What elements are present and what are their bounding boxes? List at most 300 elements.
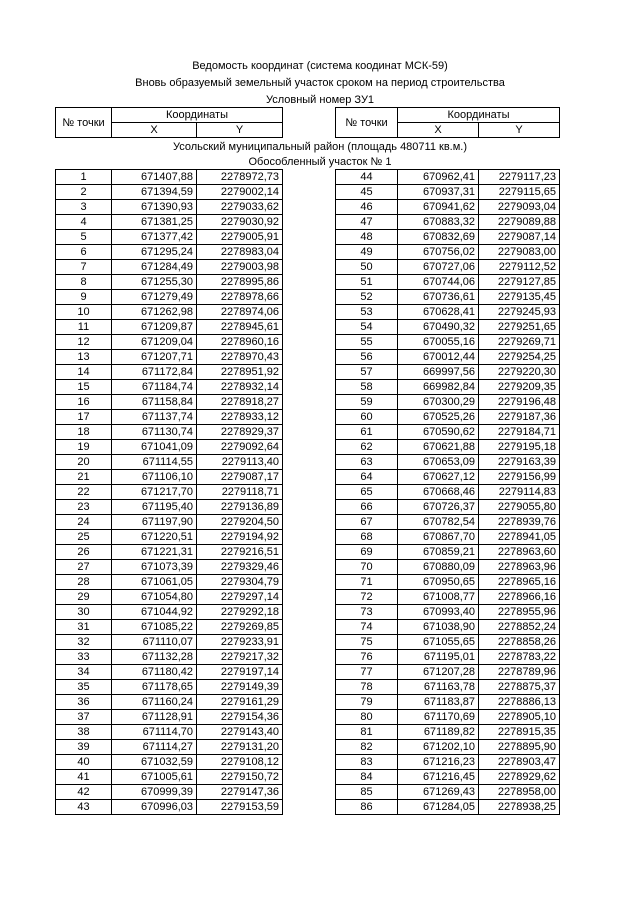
x-value: 671209,87 [112,320,197,335]
table-row [336,605,560,620]
x-value: 671207,28 [398,665,479,680]
y-value: 2279003,98 [197,260,283,275]
y-value: 2279184,71 [479,425,560,440]
table-row [56,590,283,605]
y-value: 2279030,92 [197,215,283,230]
point-number: 73 [336,605,398,620]
header-left [55,107,283,138]
x-value: 670627,12 [398,470,479,485]
title-line-3: Условный номер ЗУ1 [265,94,375,106]
point-number: 72 [336,590,398,605]
x-value: 671217,70 [112,485,197,500]
y-value: 2279195,18 [479,440,560,455]
x-value: 671262,98 [112,305,197,320]
y-value: 2279153,59 [197,800,283,815]
table-row [56,320,283,335]
point-number: 53 [336,305,398,320]
table-row [56,350,283,365]
x-value: 670782,54 [398,515,479,530]
point-number: 49 [336,245,398,260]
y-value: 2278783,22 [479,650,560,665]
point-number: 63 [336,455,398,470]
table-row [336,260,560,275]
y-value: 2278858,26 [479,635,560,650]
y-value: 2279149,39 [197,680,283,695]
y-value: 2278915,35 [479,725,560,740]
x-value: 671061,05 [112,575,197,590]
point-number: 23 [56,500,112,515]
table-row [336,560,560,575]
point-number: 27 [56,560,112,575]
point-number: 17 [56,410,112,425]
y-value: 2278945,61 [197,320,283,335]
point-number: 35 [56,680,112,695]
table-row [56,605,283,620]
table-row [336,635,560,650]
point-number: 74 [336,620,398,635]
point-number: 14 [56,365,112,380]
table-row [336,335,560,350]
table-row [336,290,560,305]
x-value: 670300,29 [398,395,479,410]
x-value: 671394,59 [112,185,197,200]
table-row [336,350,560,365]
header-y: Y [197,123,283,138]
table-row [336,395,560,410]
x-value: 671158,84 [112,395,197,410]
y-value: 2278929,62 [479,770,560,785]
y-value: 2279147,36 [197,785,283,800]
y-value: 2279033,62 [197,200,283,215]
table-row [336,680,560,695]
point-number: 38 [56,725,112,740]
y-value: 2278852,24 [479,620,560,635]
point-number: 75 [336,635,398,650]
x-value: 670628,41 [398,305,479,320]
table-row [56,680,283,695]
table-row [336,170,560,185]
x-value: 670490,32 [398,320,479,335]
point-number: 25 [56,530,112,545]
point-number: 37 [56,710,112,725]
x-value: 670668,46 [398,485,479,500]
y-value: 2278875,37 [479,680,560,695]
table-row [56,485,283,500]
y-value: 2278941,05 [479,530,560,545]
x-value: 670055,16 [398,335,479,350]
y-value: 2278932,14 [197,380,283,395]
point-number: 10 [56,305,112,320]
y-value: 2279297,14 [197,590,283,605]
table-row [56,290,283,305]
point-number: 28 [56,575,112,590]
table-row [336,710,560,725]
y-value: 2279217,32 [197,650,283,665]
x-value: 669997,56 [398,365,479,380]
y-value: 2279156,99 [479,470,560,485]
x-value: 670880,09 [398,560,479,575]
table-row [336,515,560,530]
y-value: 2278938,25 [479,800,560,815]
x-value: 671184,74 [112,380,197,395]
table-row [56,335,283,350]
y-value: 2279083,00 [479,245,560,260]
x-value: 670883,32 [398,215,479,230]
table-row [56,440,283,455]
x-value: 670727,06 [398,260,479,275]
table-row [56,200,283,215]
table-row [336,245,560,260]
header-point-no: № точки [56,108,112,138]
y-value: 2279245,93 [479,305,560,320]
point-number: 7 [56,260,112,275]
x-value: 670859,21 [398,545,479,560]
point-number: 67 [336,515,398,530]
point-number: 66 [336,500,398,515]
y-value: 2279269,85 [197,620,283,635]
point-number: 11 [56,320,112,335]
y-value: 2278903,47 [479,755,560,770]
y-value: 2278918,27 [197,395,283,410]
point-number: 50 [336,260,398,275]
x-value: 671114,27 [112,740,197,755]
x-value: 670993,40 [398,605,479,620]
table-row [336,275,560,290]
x-value: 670744,06 [398,275,479,290]
point-number: 56 [336,350,398,365]
y-value: 2279118,71 [197,485,283,500]
point-number: 42 [56,785,112,800]
point-number: 51 [336,275,398,290]
y-value: 2279220,30 [479,365,560,380]
x-value: 671220,51 [112,530,197,545]
y-value: 2279055,80 [479,500,560,515]
y-value: 2279089,88 [479,215,560,230]
point-number: 47 [336,215,398,230]
table-row [336,485,560,500]
x-value: 670832,69 [398,230,479,245]
table-row [56,725,283,740]
x-value: 671041,09 [112,440,197,455]
header-point-no: № точки [336,108,398,138]
y-value: 2278963,60 [479,545,560,560]
table-row [336,365,560,380]
x-value: 671255,30 [112,275,197,290]
point-number: 31 [56,620,112,635]
x-value: 671044,92 [112,605,197,620]
x-value: 671054,80 [112,590,197,605]
point-number: 71 [336,575,398,590]
table-row [56,635,283,650]
y-value: 2278951,92 [197,365,283,380]
table-row [336,725,560,740]
coordinates-table-right [335,169,560,815]
x-value: 671106,10 [112,470,197,485]
x-value: 671216,23 [398,755,479,770]
x-value: 671170,69 [398,710,479,725]
point-number: 33 [56,650,112,665]
x-value: 671180,42 [112,665,197,680]
y-value: 2279087,14 [479,230,560,245]
x-value: 671128,91 [112,710,197,725]
y-value: 2279136,89 [197,500,283,515]
x-value: 671216,45 [398,770,479,785]
x-value: 671114,55 [112,455,197,470]
y-value: 2278974,06 [197,305,283,320]
table-row [336,800,560,815]
point-number: 85 [336,785,398,800]
y-value: 2279143,40 [197,725,283,740]
table-row [56,695,283,710]
x-value: 669982,84 [398,380,479,395]
table-row [336,740,560,755]
y-value: 2278929,37 [197,425,283,440]
x-value: 670999,39 [112,785,197,800]
section-label: Обособленный участок № 1 [248,156,392,168]
y-value: 2278972,73 [197,170,283,185]
point-number: 54 [336,320,398,335]
table-row [56,530,283,545]
y-value: 2279127,85 [479,275,560,290]
table-row [56,170,283,185]
y-value: 2279087,17 [197,470,283,485]
x-value: 670736,61 [398,290,479,305]
x-value: 670937,31 [398,185,479,200]
point-number: 77 [336,665,398,680]
point-number: 41 [56,770,112,785]
table-row [336,770,560,785]
table-row [336,230,560,245]
point-number: 24 [56,515,112,530]
x-value: 670941,62 [398,200,479,215]
y-value: 2279329,46 [197,560,283,575]
point-number: 8 [56,275,112,290]
table-row [336,650,560,665]
x-value: 671178,65 [112,680,197,695]
x-value: 671284,05 [398,800,479,815]
x-value: 671055,65 [398,635,479,650]
table-row [336,215,560,230]
table-row [56,275,283,290]
x-value: 671207,71 [112,350,197,365]
y-value: 2278995,86 [197,275,283,290]
point-number: 76 [336,650,398,665]
y-value: 2279002,14 [197,185,283,200]
table-row [336,575,560,590]
point-number: 13 [56,350,112,365]
y-value: 2278933,12 [197,410,283,425]
x-value: 671183,87 [398,695,479,710]
point-number: 43 [56,800,112,815]
point-number: 70 [336,560,398,575]
header-coords: Координаты [112,108,283,123]
point-number: 57 [336,365,398,380]
point-number: 32 [56,635,112,650]
point-number: 5 [56,230,112,245]
y-value: 2279304,79 [197,575,283,590]
table-row [56,455,283,470]
x-value: 670726,37 [398,500,479,515]
y-value: 2279092,64 [197,440,283,455]
table-row [56,380,283,395]
y-value: 2278966,16 [479,590,560,605]
point-number: 60 [336,410,398,425]
point-number: 1 [56,170,112,185]
y-value: 2278965,16 [479,575,560,590]
y-value: 2278955,96 [479,605,560,620]
x-value: 670590,62 [398,425,479,440]
y-value: 2279233,91 [197,635,283,650]
point-number: 9 [56,290,112,305]
x-value: 671008,77 [398,590,479,605]
coordinates-table-left [55,169,283,815]
table-row [56,425,283,440]
table-row [56,560,283,575]
x-value: 671114,70 [112,725,197,740]
header-x: X [112,123,197,138]
point-number: 45 [336,185,398,200]
y-value: 2278939,76 [479,515,560,530]
x-value: 671195,01 [398,650,479,665]
point-number: 86 [336,800,398,815]
table-row [56,620,283,635]
point-number: 83 [336,755,398,770]
table-row [336,545,560,560]
x-value: 671110,07 [112,635,197,650]
y-value: 2279093,04 [479,200,560,215]
title-line-1: Ведомость координат (система коодинат МСК-59) [192,60,448,72]
y-value: 2279005,91 [197,230,283,245]
x-value: 671381,25 [112,215,197,230]
point-number: 29 [56,590,112,605]
y-value: 2279269,71 [479,335,560,350]
table-row [56,710,283,725]
table-row [56,665,283,680]
table-row [336,470,560,485]
point-number: 46 [336,200,398,215]
y-value: 2279108,12 [197,755,283,770]
x-value: 671073,39 [112,560,197,575]
table-row [56,770,283,785]
x-value: 670756,02 [398,245,479,260]
point-number: 16 [56,395,112,410]
x-value: 671269,43 [398,785,479,800]
x-value: 671130,74 [112,425,197,440]
header-y: Y [479,123,560,138]
point-number: 2 [56,185,112,200]
y-value: 2278789,96 [479,665,560,680]
point-number: 78 [336,680,398,695]
x-value: 671377,42 [112,230,197,245]
table-row [56,755,283,770]
point-number: 62 [336,440,398,455]
point-number: 20 [56,455,112,470]
y-value: 2279251,65 [479,320,560,335]
table-row [336,380,560,395]
y-value: 2279154,36 [197,710,283,725]
x-value: 671221,31 [112,545,197,560]
point-number: 18 [56,425,112,440]
point-number: 21 [56,470,112,485]
y-value: 2278970,43 [197,350,283,365]
table-row [56,215,283,230]
header-right [335,107,560,138]
y-value: 2278905,10 [479,710,560,725]
y-value: 2278978,66 [197,290,283,305]
table-row [336,695,560,710]
table-row [336,785,560,800]
x-value: 671137,74 [112,410,197,425]
y-value: 2279163,39 [479,455,560,470]
table-row [56,245,283,260]
x-value: 671197,90 [112,515,197,530]
y-value: 2279114,83 [479,485,560,500]
y-value: 2279112,52 [479,260,560,275]
table-row [336,620,560,635]
y-value: 2279161,29 [197,695,283,710]
x-value: 670653,09 [398,455,479,470]
x-value: 671209,04 [112,335,197,350]
y-value: 2279113,40 [197,455,283,470]
table-row [56,305,283,320]
x-value: 671163,78 [398,680,479,695]
x-value: 671032,59 [112,755,197,770]
table-row [56,515,283,530]
point-number: 69 [336,545,398,560]
table-row [56,800,283,815]
point-number: 6 [56,245,112,260]
point-number: 65 [336,485,398,500]
point-number: 79 [336,695,398,710]
table-row [336,455,560,470]
x-value: 671160,24 [112,695,197,710]
x-value: 671279,49 [112,290,197,305]
point-number: 84 [336,770,398,785]
point-number: 61 [336,425,398,440]
y-value: 2279115,65 [479,185,560,200]
x-value: 671202,10 [398,740,479,755]
x-value: 670950,65 [398,575,479,590]
table-row [56,575,283,590]
point-number: 44 [336,170,398,185]
table-row [56,230,283,245]
table-row [336,185,560,200]
x-value: 671407,88 [112,170,197,185]
table-row [56,260,283,275]
x-value: 671189,82 [398,725,479,740]
y-value: 2279117,23 [479,170,560,185]
y-value: 2279194,92 [197,530,283,545]
y-value: 2279292,18 [197,605,283,620]
table-row [336,500,560,515]
y-value: 2279204,50 [197,515,283,530]
table-row [56,785,283,800]
table-row [56,650,283,665]
y-value: 2279216,51 [197,545,283,560]
y-value: 2279187,36 [479,410,560,425]
y-value: 2279254,25 [479,350,560,365]
y-value: 2279131,20 [197,740,283,755]
y-value: 2278895,90 [479,740,560,755]
point-number: 80 [336,710,398,725]
x-value: 671172,84 [112,365,197,380]
table-row [56,470,283,485]
x-value: 671195,40 [112,500,197,515]
point-number: 48 [336,230,398,245]
point-number: 55 [336,335,398,350]
y-value: 2278983,04 [197,245,283,260]
y-value: 2278886,13 [479,695,560,710]
